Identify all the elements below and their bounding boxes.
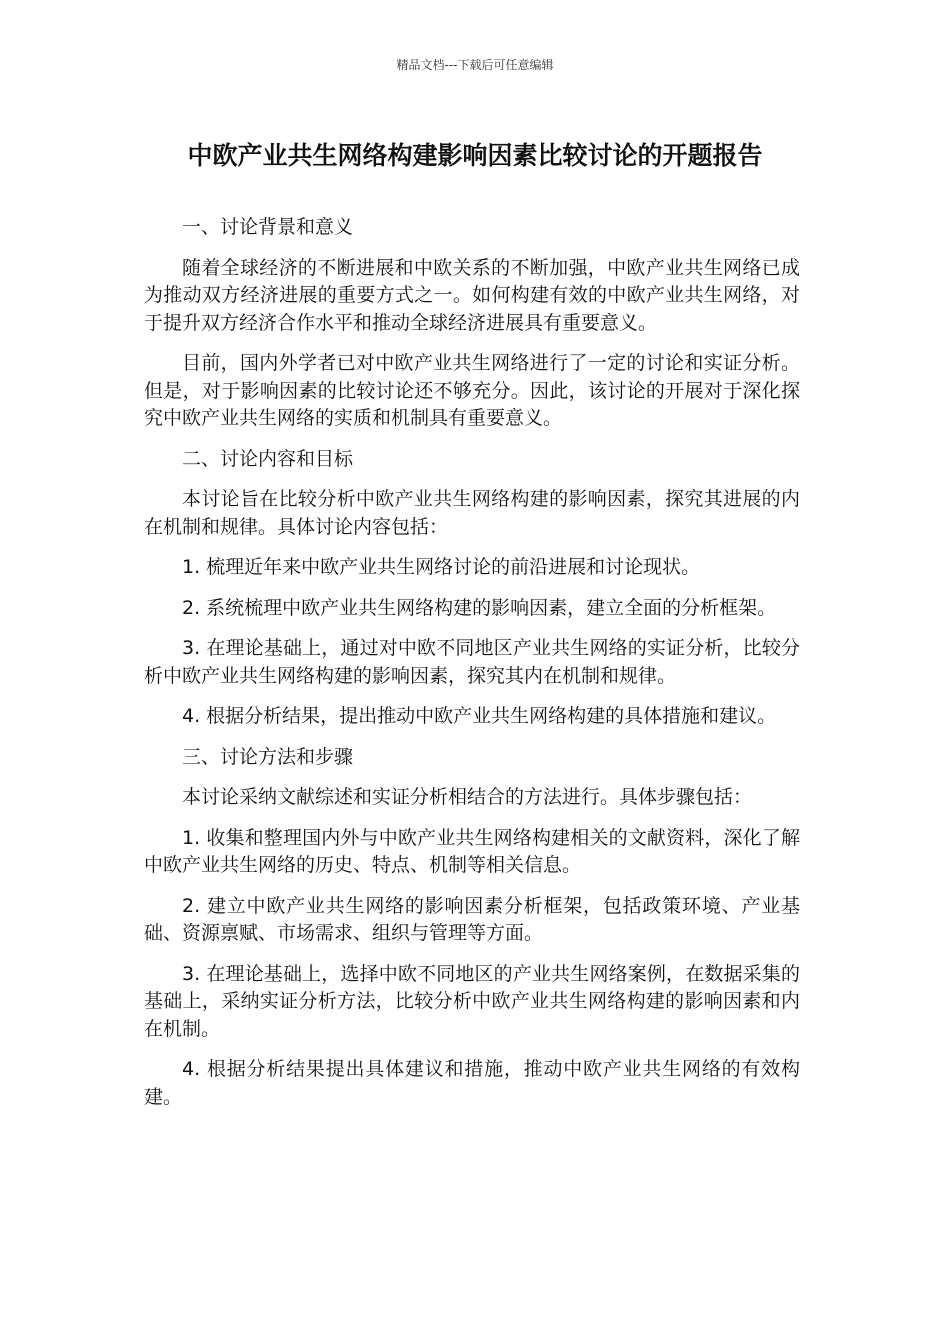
list-item-methods-2: 2. 建立中欧产业共生网络的影响因素分析框架，包括政策环境、产业基础、资源禀赋、市场需求、组织与管理等方面。 bbox=[144, 894, 800, 944]
list-item-content-4: 4. 根据分析结果，提出推动中欧产业共生网络构建的具体措施和建议。 bbox=[182, 705, 777, 727]
paragraph-background-2: 目前，国内外学者已对中欧产业共生网络进行了一定的讨论和实证分析。但是，对于影响因素的比较讨论还不够充分。因此，该讨论的开展对于深化探究中欧产业共生网络的实质和机制具有重要意义。 bbox=[144, 352, 800, 429]
section-heading-methods: 三、讨论方法和步骤 bbox=[182, 745, 354, 768]
section-heading-content: 二、讨论内容和目标 bbox=[182, 447, 354, 470]
header-note: 精品文档---下载后可任意编辑 bbox=[396, 58, 554, 72]
document-body bbox=[144, 214, 800, 1124]
list-item-methods-1: 1. 收集和整理国内外与中欧产业共生网络构建相关的文献资料，深化了解中欧产业共生网络的历史、特点、机制等相关信息。 bbox=[144, 826, 800, 876]
list-item-content-1: 1. 梳理近年来中欧产业共生网络讨论的前沿进展和讨论现状。 bbox=[182, 556, 701, 578]
paragraph-content-intro: 本讨论旨在比较分析中欧产业共生网络构建的影响因素，探究其进展的内在机制和规律。具体讨论内容包括： bbox=[144, 488, 800, 538]
list-item-methods-4: 4. 根据分析结果提出具体建议和措施，推动中欧产业共生网络的有效构建。 bbox=[144, 1058, 800, 1108]
document-title: 中欧产业共生网络构建影响因素比较讨论的开题报告 bbox=[187, 141, 763, 170]
section-heading-background: 一、讨论背景和意义 bbox=[182, 216, 354, 238]
paragraph-background-1: 随着全球经济的不断进展和中欧关系的不断加强，中欧产业共生网络已成为推动双方经济进展的重要方式之一。如何构建有效的中欧产业共生网络，对于提升双方经济合作水平和推动全球经济进展具有重要意义。 bbox=[144, 256, 800, 334]
list-item-content-2: 2. 系统梳理中欧产业共生网络构建的影响因素，建立全面的分析框架。 bbox=[182, 596, 777, 619]
list-item-methods-3: 3. 在理论基础上，选择中欧不同地区的产业共生网络案例，在数据采集的基础上，采纳实证分析方法，比较分析中欧产业共生网络构建的影响因素和内在机制。 bbox=[144, 962, 800, 1040]
paragraph-methods-intro: 本讨论采纳文献综述和实证分析相结合的方法进行。具体步骤包括： bbox=[182, 786, 753, 808]
list-item-content-3: 3. 在理论基础上，通过对中欧不同地区产业共生网络的实证分析，比较分析中欧产业共生网络构建的影响因素，探究其内在机制和规律。 bbox=[144, 637, 800, 687]
